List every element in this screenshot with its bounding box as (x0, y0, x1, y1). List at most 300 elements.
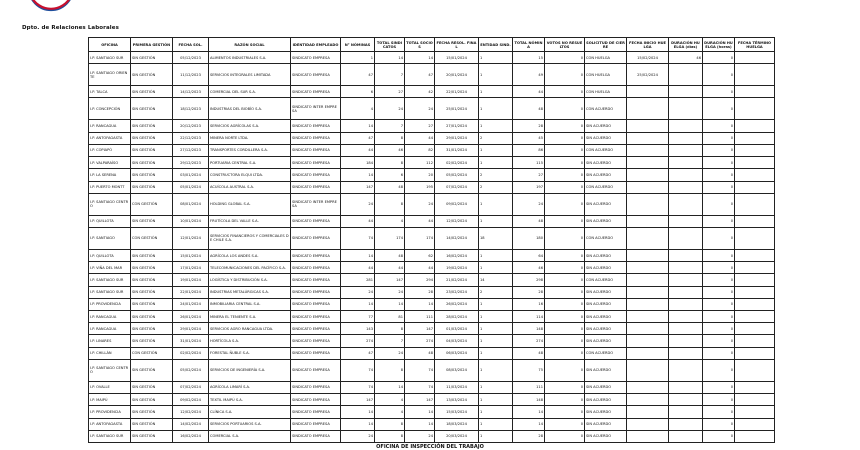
table-cell (627, 394, 669, 406)
table-cell: 64 (513, 249, 545, 261)
table-cell: 18/03/2024 (435, 418, 479, 430)
table-cell (735, 249, 775, 261)
table-cell: 18 (479, 227, 513, 249)
table-cell: 0 (545, 64, 585, 86)
table-cell: SINDICATO EMPRESA (291, 52, 341, 64)
table-cell (627, 418, 669, 430)
table-cell: 0 (545, 311, 585, 323)
table-cell: CON HUELGA (585, 86, 627, 98)
column-header: TOTAL SOCIOS (405, 38, 435, 52)
table-cell: 14 (341, 249, 375, 261)
table-cell: SIN ACUERDO (585, 169, 627, 181)
table-cell: 48 (513, 347, 545, 359)
table-cell: 14 (375, 381, 405, 393)
table-cell: AGRÍCOLA LOS ANDES S.A. (209, 249, 291, 261)
table-cell: I.P. RANCAGUA (89, 323, 131, 335)
table-row (89, 181, 775, 193)
table-cell: MINERA EL TENIENTE S.A. (209, 311, 291, 323)
table-cell: I.P. PUERTO MONTT (89, 181, 131, 193)
table-cell: 24/01/2024 (173, 298, 209, 310)
table-cell: 274 (405, 335, 435, 347)
table-cell: 2 (479, 132, 513, 144)
table-cell: I.P. PROVIDENCIA (89, 406, 131, 418)
table-row (89, 381, 775, 393)
table-cell: 74 (341, 227, 375, 249)
table-cell: 0 (703, 52, 735, 64)
table-cell: SIN GESTIÓN (131, 98, 173, 120)
table-cell: 1 (479, 215, 513, 227)
table-cell: 184 (341, 157, 375, 169)
table-cell: CON HUELGA (585, 52, 627, 64)
table-cell: 82 (405, 144, 435, 156)
table-cell: CON ACUERDO (585, 181, 627, 193)
table-cell: SIN GESTIÓN (131, 418, 173, 430)
table-cell: SINDICATO EMPRESA (291, 323, 341, 335)
table-cell: 46 (375, 144, 405, 156)
table-row (89, 132, 775, 144)
table-cell (669, 144, 703, 156)
table-cell: SIN GESTIÓN (131, 169, 173, 181)
table-cell: 0 (703, 193, 735, 215)
table-cell: 1 (341, 52, 375, 64)
table-cell (669, 430, 703, 442)
table-cell (735, 286, 775, 298)
table-cell: 0 (545, 144, 585, 156)
table-cell (669, 335, 703, 347)
table-cell (669, 394, 703, 406)
table-cell: 0 (545, 347, 585, 359)
table-cell: 26/02/2024 (435, 298, 479, 310)
table-cell (669, 262, 703, 274)
table-cell (669, 120, 703, 132)
table-cell: 0 (545, 406, 585, 418)
table-cell: SIN GESTIÓN (131, 406, 173, 418)
table-row (89, 98, 775, 120)
table-cell (735, 98, 775, 120)
table-cell: 44 (405, 132, 435, 144)
table-cell (735, 227, 775, 249)
table-cell: COMERCIAL DEL SUR S.A. (209, 86, 291, 98)
table-cell: 0 (545, 418, 585, 430)
table-cell: SINDICATO EMPRESA (291, 157, 341, 169)
table-cell: 62 (405, 249, 435, 261)
direccion-del-trabajo-logo (22, 0, 80, 22)
table-cell: 1 (479, 86, 513, 98)
table-cell: SIN ACUERDO (585, 286, 627, 298)
table-cell: 48 (375, 181, 405, 193)
table-cell: 14 (341, 298, 375, 310)
table-cell: SINDICATO EMPRESA (291, 286, 341, 298)
table-cell: 10/01/2024 (173, 215, 209, 227)
table-cell: 12/01/2024 (173, 227, 209, 249)
table-cell (669, 311, 703, 323)
table-cell: I.P. CHILLÁN (89, 347, 131, 359)
table-cell: SINDICATO EMPRESA (291, 359, 341, 381)
table-cell: 20/12/2023 (173, 120, 209, 132)
table-cell: SIN GESTIÓN (131, 311, 173, 323)
table-cell: I.P. SANTIAGO SUR (89, 274, 131, 286)
table-cell (735, 381, 775, 393)
table-cell: 8 (375, 323, 405, 335)
table-cell: SIN ACUERDO (585, 193, 627, 215)
table-cell: 21/02/2024 (435, 274, 479, 286)
table-cell: 1 (479, 120, 513, 132)
table-cell: SIN GESTIÓN (131, 298, 173, 310)
table-cell: 180 (513, 227, 545, 249)
table-row (89, 394, 775, 406)
table-cell (669, 157, 703, 169)
table-cell: 15/03/2024 (435, 406, 479, 418)
table-cell: SINDICATO EMPRESA (291, 64, 341, 86)
table-cell: SIN GESTIÓN (131, 323, 173, 335)
table-cell (627, 262, 669, 274)
table-cell (735, 52, 775, 64)
table-cell (627, 381, 669, 393)
table-cell: 49 (513, 64, 545, 86)
table-cell: I.P. QUILLOTA (89, 215, 131, 227)
table-cell: 05/01/2024 (173, 181, 209, 193)
table-cell: SERVICIOS INTEGRALES LIMITADA (209, 64, 291, 86)
table-cell: 46 (513, 262, 545, 274)
table-cell: 0 (703, 132, 735, 144)
table-cell (669, 274, 703, 286)
table-cell (669, 132, 703, 144)
table-cell: 29/01/2024 (173, 323, 209, 335)
table-cell: 274 (513, 335, 545, 347)
table-cell: INDUSTRIAS DEL BIOBÍO S.A. (209, 98, 291, 120)
table-cell: 47 (341, 64, 375, 86)
table-cell: 27/12/2023 (173, 144, 209, 156)
table-row (89, 64, 775, 86)
table-cell: SINDICATO EMPRESA (291, 311, 341, 323)
table-cell: SINDICATO EMPRESA (291, 227, 341, 249)
table-cell (669, 193, 703, 215)
table-cell (627, 86, 669, 98)
table-cell: 77 (341, 311, 375, 323)
table-cell: 1 (479, 418, 513, 430)
table-cell: 1 (479, 249, 513, 261)
table-cell: SIN ACUERDO (585, 311, 627, 323)
table-cell (669, 249, 703, 261)
table-cell: 11/12/2023 (173, 64, 209, 86)
table-cell: 0 (545, 52, 585, 64)
table-cell (735, 144, 775, 156)
negotiations-table-container (88, 37, 774, 443)
table-cell: TEXTIL MAIPÚ S.A. (209, 394, 291, 406)
table-cell: 147 (405, 394, 435, 406)
table-cell: 0 (545, 286, 585, 298)
table-cell: 28 (513, 430, 545, 442)
department-title: Dpto. de Relaciones Laborales (22, 25, 119, 31)
table-cell: 0 (703, 311, 735, 323)
table-cell: 0 (703, 286, 735, 298)
table-cell (735, 169, 775, 181)
table-cell: SIN ACUERDO (585, 359, 627, 381)
table-cell: SINDICATO EMPRESA (291, 262, 341, 274)
table-cell: 44 (341, 144, 375, 156)
table-row (89, 249, 775, 261)
table-cell: I.P. COPIAPÓ (89, 144, 131, 156)
table-cell: SIN GESTIÓN (131, 381, 173, 393)
table-cell (627, 286, 669, 298)
column-header: OFICINA (89, 38, 131, 52)
table-cell (627, 249, 669, 261)
table-cell: 114 (513, 311, 545, 323)
table-cell: SIN GESTIÓN (131, 394, 173, 406)
table-cell: 05/12/2023 (173, 52, 209, 64)
table-cell: 298 (513, 274, 545, 286)
table-cell: 44 (341, 262, 375, 274)
table-cell: 19/01/2024 (173, 274, 209, 286)
table-cell: 28 (405, 286, 435, 298)
table-cell: 12/02/2024 (435, 215, 479, 227)
table-cell: 0 (703, 64, 735, 86)
table-cell: 15/01/2024 (173, 249, 209, 261)
table-cell: I.P. CONCEPCIÓN (89, 98, 131, 120)
negotiations-table (88, 37, 775, 443)
table-cell: 0 (545, 262, 585, 274)
column-header: TOTAL NÓMINA (513, 38, 545, 52)
table-cell (627, 215, 669, 227)
table-cell (627, 132, 669, 144)
table-cell: SIN GESTIÓN (131, 249, 173, 261)
table-cell: 112 (405, 157, 435, 169)
table-cell (669, 381, 703, 393)
table-cell: SINDICATO EMPRESA (291, 298, 341, 310)
table-cell: SIN ACUERDO (585, 323, 627, 335)
table-cell: 48 (375, 249, 405, 261)
table-cell: 47 (405, 64, 435, 86)
table-cell: SIN ACUERDO (585, 418, 627, 430)
table-cell: SIN GESTIÓN (131, 132, 173, 144)
column-header: IDENTIDAD EMPLEADO (291, 38, 341, 52)
table-cell: 274 (341, 335, 375, 347)
table-cell: I.P. MAIPÚ (89, 394, 131, 406)
table-cell: 6 (375, 169, 405, 181)
table-cell: SIN ACUERDO (585, 120, 627, 132)
table-cell: 0 (703, 98, 735, 120)
table-cell (627, 120, 669, 132)
table-cell: 24 (405, 193, 435, 215)
table-cell: 0 (703, 120, 735, 132)
table-cell: 1 (479, 144, 513, 156)
table-cell: 0 (703, 406, 735, 418)
table-row (89, 298, 775, 310)
table-cell: 0 (703, 86, 735, 98)
table-body (89, 52, 775, 443)
column-header: FECHA SOL. (173, 38, 209, 52)
table-cell: SERVICIOS PORTUARIOS S.A. (209, 418, 291, 430)
table-cell: CLÍNICA S.A. (209, 406, 291, 418)
table-row (89, 144, 775, 156)
table-cell: 0 (703, 359, 735, 381)
table-row (89, 430, 775, 442)
table-cell: 148 (513, 394, 545, 406)
table-cell: 24 (375, 286, 405, 298)
table-cell: 1 (479, 64, 513, 86)
table-cell: 12/02/2024 (173, 406, 209, 418)
table-cell (669, 323, 703, 335)
table-cell (669, 227, 703, 249)
table-cell: I.P. ANTOFAGASTA (89, 132, 131, 144)
table-cell: 0 (545, 335, 585, 347)
table-cell: SINDICATO EMPRESA (291, 406, 341, 418)
table-row (89, 347, 775, 359)
table-cell: 22/12/2023 (173, 132, 209, 144)
table-cell: SINDICATO EMPRESA (291, 381, 341, 393)
table-cell: SINDICATO EMPRESA (291, 181, 341, 193)
table-row (89, 52, 775, 64)
table-cell: SINDICATO EMPRESA (291, 274, 341, 286)
table-cell: 14 (513, 406, 545, 418)
table-cell: 174 (405, 227, 435, 249)
table-cell (669, 86, 703, 98)
table-cell: SIN ACUERDO (585, 262, 627, 274)
table-cell: 11/03/2024 (435, 381, 479, 393)
table-cell: 31/01/2024 (173, 335, 209, 347)
table-cell (627, 406, 669, 418)
table-cell (735, 181, 775, 193)
table-cell: ACUÍCOLA AUSTRAL S.A. (209, 181, 291, 193)
table-cell: 08/01/2024 (173, 193, 209, 215)
table-row (89, 335, 775, 347)
table-cell: PORTUARIA CENTRAL S.A. (209, 157, 291, 169)
table-cell: 7 (375, 120, 405, 132)
table-cell: 14 (341, 406, 375, 418)
table-cell (735, 311, 775, 323)
table-cell (735, 120, 775, 132)
table-cell: SIN GESTIÓN (131, 262, 173, 274)
table-cell: 1 (479, 430, 513, 442)
table-cell: I.P. RANCAGUA (89, 120, 131, 132)
table-cell: SIN ACUERDO (585, 249, 627, 261)
table-cell: 1 (479, 311, 513, 323)
table-cell: 74 (341, 381, 375, 393)
table-cell: 44 (513, 86, 545, 98)
table-cell: SIN GESTIÓN (131, 86, 173, 98)
table-cell (735, 430, 775, 442)
table-cell: 1 (479, 394, 513, 406)
table-cell: 74 (341, 359, 375, 381)
table-row (89, 286, 775, 298)
table-cell: CON GESTIÓN (131, 193, 173, 215)
table-cell: SINDICATO EMPRESA (291, 144, 341, 156)
table-cell: 281 (341, 274, 375, 286)
table-cell: 47 (341, 132, 375, 144)
table-cell (669, 181, 703, 193)
table-cell: 2 (479, 286, 513, 298)
table-cell (627, 157, 669, 169)
table-cell (735, 215, 775, 227)
table-cell: 06/03/2024 (435, 347, 479, 359)
table-cell: 44 (405, 215, 435, 227)
column-header: PRIMERA GESTIÓN (131, 38, 173, 52)
table-cell: TELECOMUNICACIONES DEL PACÍFICO S.A. (209, 262, 291, 274)
table-cell: 44 (341, 215, 375, 227)
table-cell: 25/01/2024 (435, 98, 479, 120)
table-cell: 24 (405, 98, 435, 120)
table-cell (669, 169, 703, 181)
table-cell: HOLDING GLOBAL S.A. (209, 193, 291, 215)
column-header: RAZÓN SOCIAL (209, 38, 291, 52)
table-cell: 197 (513, 181, 545, 193)
table-cell: 294 (405, 274, 435, 286)
table-cell (627, 359, 669, 381)
table-cell: SIN GESTIÓN (131, 157, 173, 169)
table-cell: 14 (479, 274, 513, 286)
table-cell: 14 (341, 120, 375, 132)
table-cell: 04/03/2024 (435, 335, 479, 347)
table-cell (735, 86, 775, 98)
table-cell: 03/01/2024 (173, 169, 209, 181)
table-cell: 08/03/2024 (435, 359, 479, 381)
table-cell: 2 (479, 169, 513, 181)
table-cell (627, 98, 669, 120)
table-cell: SIN GESTIÓN (131, 335, 173, 347)
table-cell: 15 (513, 52, 545, 64)
footer-text: OFICINA DE INSPECCIÓN DEL TRABAJO (376, 444, 484, 450)
table-cell: 1 (479, 406, 513, 418)
column-header: TOTAL SINDICATOS (375, 38, 405, 52)
table-cell: I.P. VALPARAÍSO (89, 157, 131, 169)
table-cell: 24 (375, 347, 405, 359)
table-cell: 20 (405, 169, 435, 181)
table-cell: 07/02/2024 (435, 181, 479, 193)
table-cell: 8 (375, 418, 405, 430)
table-row (89, 120, 775, 132)
table-cell: I.P. LINARES (89, 335, 131, 347)
column-header: DURACIÓN HUELGA (días) (669, 38, 703, 52)
table-cell: 74 (405, 359, 435, 381)
table-cell: 0 (703, 298, 735, 310)
table-cell: 8 (375, 193, 405, 215)
table-cell: SIN GESTIÓN (131, 215, 173, 227)
table-cell: SIN ACUERDO (585, 430, 627, 442)
table-cell: SIN GESTIÓN (131, 274, 173, 286)
table-cell (627, 323, 669, 335)
table-cell: I.P. SANTIAGO CENTRO (89, 193, 131, 215)
table-cell (669, 215, 703, 227)
table-cell: 0 (545, 193, 585, 215)
table-cell: 111 (405, 311, 435, 323)
table-cell: HORTÍCOLA S.A. (209, 335, 291, 347)
table-cell: SERVICIOS DE INGENIERÍA S.A. (209, 359, 291, 381)
table-cell (669, 359, 703, 381)
table-cell (627, 274, 669, 286)
table-cell: 0 (703, 157, 735, 169)
table-cell: SIN ACUERDO (585, 132, 627, 144)
table-cell: CON ACUERDO (585, 227, 627, 249)
table-cell: SIN GESTIÓN (131, 120, 173, 132)
table-cell (735, 406, 775, 418)
table-cell: SIN GESTIÓN (131, 64, 173, 86)
table-cell: 0 (703, 169, 735, 181)
table-cell: 0 (703, 181, 735, 193)
table-cell: 48 (513, 98, 545, 120)
table-cell: CONSTRUCTORA ELQUI LTDA. (209, 169, 291, 181)
table-cell (735, 157, 775, 169)
table-cell: 0 (545, 274, 585, 286)
table-cell: 147 (405, 323, 435, 335)
table-cell: 0 (545, 381, 585, 393)
table-cell: 195 (405, 181, 435, 193)
table-cell: 2 (479, 181, 513, 193)
table-cell: 1 (479, 359, 513, 381)
table-cell (735, 347, 775, 359)
table-cell: 0 (545, 359, 585, 381)
table-cell: 147 (341, 181, 375, 193)
table-cell: 0 (545, 298, 585, 310)
